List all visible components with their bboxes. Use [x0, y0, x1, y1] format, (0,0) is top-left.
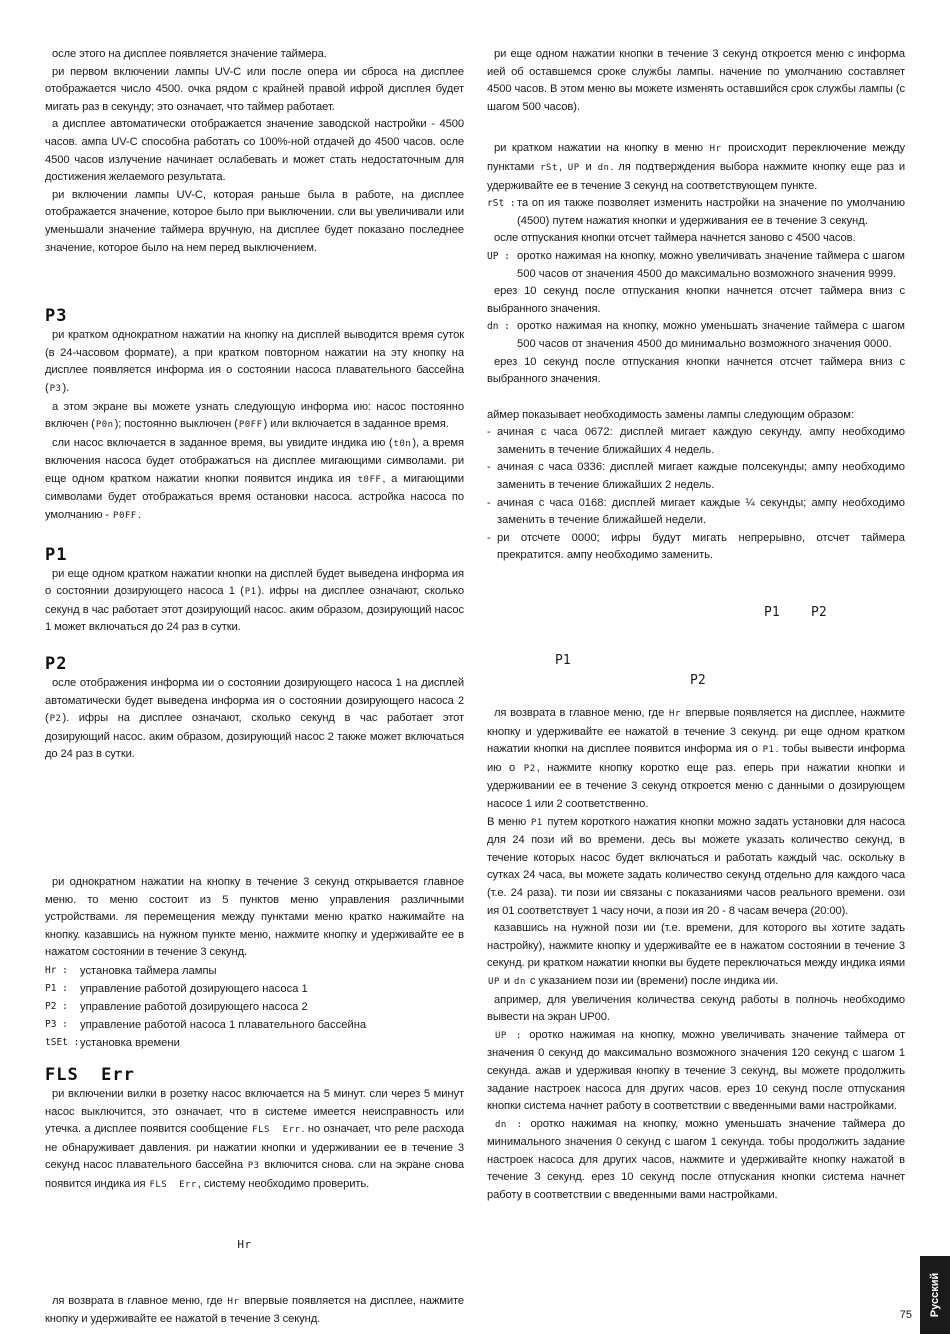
display-code: t0FF — [357, 474, 382, 485]
p3-heading: P3 — [45, 306, 68, 327]
display-code: FLS Err — [149, 1179, 197, 1190]
menu-item-hr: Hr : установка таймера лампы — [45, 964, 217, 977]
p1-subheading: P1 — [555, 653, 571, 669]
p1-p2-heading-p1: P1 — [764, 605, 780, 621]
timer-paragraph-1: осле этого на дисплее появляется значение таймера. — [52, 48, 327, 60]
display-code: UP — [488, 976, 500, 987]
dn-seconds-paragraph: dn : оротко нажимая на кнопку, можно уменьшать значение таймера до минимального значения 0 секунд с шагом 1 секунда. тобы продолжить задание настроек насоса для других часов, нажмите и удерживайте кнопку нажатой в течение 3 секунд. ерез 10 секунд после отпускания кнопки система начнет работу в соответствии с введенными вами настройками. — [487, 1117, 905, 1202]
language-tab-label: Русский — [929, 1272, 942, 1318]
timer-paragraph-3: а дисплее автоматически отображается значение заводской настройки - 4500 часов. ампа UV-C способна работать со 100%-ной отдачей до 4500 часов. осле 4500 часов излучение начинает ослабевать и может стать недостаточным для достижения желаемого результата. — [45, 118, 464, 184]
up-continuation: ерез 10 секунд после отпускания кнопки начнется отсчет таймера вниз с выбранного значения. — [487, 285, 905, 315]
p1-p2-heading-p2: P2 — [811, 605, 827, 621]
replace-item: - ачиная с часа 0168: дисплей мигает каждые ¼ секунды; ампу необходимо заменить в течение ближайшей недели. — [487, 496, 905, 527]
left-column — [45, 46, 464, 1329]
replace-intro: аймер показывает необходимость замены лампы следующим образом: — [487, 408, 854, 421]
hr-menu-paragraph: ри кратком нажатии на кнопку в меню Hr происходит переключение между пунктами rSt, UP и dn. ля подтверждения выбора нажмите кнопку еще раз и удерживайте ее в течение 3 секунд на соответствующем пункте. — [487, 142, 905, 192]
dn-definition: dn : оротко нажимая на кнопку, можно уменьшать значение таймера с шагом 500 часов от значения 4500 до минимально возможного значения 0000. — [487, 320, 905, 350]
position-paragraph: казавшись на нужной пози ии (т.е. времени, для которого вы хотите задать настройку), нажмите кнопку и удерживайте ее в нажатом состоянии в течение 3 секунд. ри кратком нажатии кнопки вы будете переключаться между индика иями UP и dn с указанием пози ии (времени) после индика ии. — [487, 922, 905, 987]
display-code: P3 — [49, 383, 62, 394]
fls-err-heading: FLS Err — [45, 1064, 135, 1085]
display-code: Hr — [669, 709, 681, 720]
p3-paragraph-2: а этом экране вы можете узнать следующую информа ию: насос постоянно включен (P0n); постоянно выключен (P0FF) или включается в заданное время. — [45, 400, 464, 431]
display-code: UP : — [495, 1030, 522, 1041]
return-paragraph-right: ля возврата в главное меню, где Hr впервые появляется на дисплее, нажмите кнопку и удерживайте ее нажатой в течение 3 секунд. ри еще одном кратком нажатии кнопки на дисплее появится информа ия о P1. тобы вывести информа ию о P2, нажмите кнопку коротко еще раз. еперь при нажатии кнопки и удерживании ее в течение 3 секунд откроется меню с данными о дозирующем насосе 1 или 2 соответственно. — [487, 707, 905, 810]
display-code: dn — [597, 162, 610, 173]
p2-heading: P2 — [45, 654, 68, 675]
rst-continuation: осле отпускания кнопки отсчет таймера начнется заново с 4500 часов. — [494, 232, 856, 245]
display-code: Hr — [709, 144, 722, 155]
dosing-headings — [487, 565, 905, 705]
menu-item-p1: P1 : управление работой дозирующего насоса 1 — [45, 982, 308, 995]
right-column — [487, 46, 905, 1205]
timer-paragraph-4: ри включении лампы UV-C, которая раньше была в работе, на дисплее отображается значение, которое было при выключении. сли вы увеличивали или уменьшали значение таймера вручную, на дисплее будет показано последнее значение, которое было на нем перед выключением. — [45, 188, 464, 254]
timer-paragraph-2: ри первом включении лампы UV-C или после опера ии сброса на дисплее отображается число 4500. очка рядом с крайней правой ифрой дисплея будет мигать раз в секунду; это означает, что таймер работает. — [45, 65, 464, 113]
menu-item-list — [45, 962, 464, 1052]
display-code: P0FF — [238, 420, 263, 431]
display-code: dn : — [495, 1119, 523, 1130]
rst-definition: rSt : та оп ия также позволяет изменить настройки на значение по умолчанию (4500) путем нажатия кнопки и удерживания ее в течение 3 секунд. — [487, 197, 905, 227]
replace-item: - ачиная с часа 0672: дисплей мигает каждую секунду. ампу необходимо заменить в течение ближайших 4 недель. — [487, 426, 905, 456]
menu-item-p3: P3 : управление работой насоса 1 плавательного бассейна — [45, 1018, 367, 1031]
display-code: dn — [514, 976, 526, 987]
hr-heading: Hr — [237, 1237, 252, 1251]
language-tab — [920, 1256, 950, 1334]
dn-continuation: ерез 10 секунд после отпускания кнопки начнется отсчет таймера вниз с выбранного значения. — [487, 355, 905, 386]
display-code: P0n — [95, 420, 114, 431]
replace-item: - ри отсчете 0000; ифры будут мигать непрерывно, отсчет таймера прекратится. ампу необходимо заменить. — [487, 531, 905, 562]
menu-item-tset: tSEt : установка времени — [45, 1036, 180, 1049]
p1-paragraph: ри еще одном кратком нажатии кнопки на дисплей будет выведена информа ия о состоянии дозирующего насоса 1 (P1). ифры на дисплее означают, сколько секунд в час работает этот дозирующий насос. аким образом, дозирующий насос 1 может включаться до 24 раз в сутки. — [45, 567, 464, 634]
example-paragraph: апример, для увеличения количества секунд работы в полночь необходимо вывести на экран UP00. — [487, 993, 905, 1024]
display-code: FLS Err — [252, 1125, 301, 1136]
display-code: t0n — [393, 438, 412, 449]
menu-intro-paragraph: ри однократном нажатии на кнопку в течение 3 секунд открывается главное меню. то меню состоит из 5 пунктов меню управления различными устройствами. ля перемещения между пунктами меню кратко нажимайте на кнопку. казавшись на нужном пункте меню, нажмите кнопку и удерживайте ее в нажатом состоянии в течение 3 секунд. — [45, 876, 464, 959]
replace-item: - ачиная с часа 0336: дисплей мигает каждые полсекунды; ампу необходимо заменить в течение ближайших 2 недель. — [487, 461, 905, 492]
display-code: P1 — [762, 745, 775, 756]
page-number: 75 — [899, 1309, 912, 1321]
display-code: P1 — [530, 817, 543, 828]
display-code: P3 — [247, 1161, 260, 1172]
display-code: Hr — [227, 1296, 240, 1307]
display-code: rSt — [540, 162, 558, 173]
menu-item-p2: P2 : управление работой дозирующего насоса 2 — [45, 1000, 308, 1013]
fls-err-paragraph: ри включении вилки в розетку насос включается на 5 минут. сли через 5 минут насос выключится, это означает, что в системе имеется неисправность или утечка. а дисплее появится сообщение FLS Err. но означает, что реле расхода не обнаруживает давления. ри нажатии кнопки и удерживании ее в течение 3 секунд насос плавательного бассейна P3 включится снова. сли на экране снова появится индика ия FLS Err, систему необходимо проверить. — [45, 1087, 465, 1190]
display-code: UP — [567, 162, 580, 173]
lamp-menu-intro: ри еще одном нажатии кнопки в течение 3 секунд откроется меню с информа ией об оставшемся сроке службы лампы. начение по умолчанию составляет 4500 часов. В этом меню вы можете изменять оставшийся срок службы лампы (с шагом 500 часов). — [487, 48, 905, 113]
display-code: P1 — [244, 587, 257, 598]
up-seconds-paragraph: UP : оротко нажимая на кнопку, можно увеличивать значение таймера от значения 0 секунд до максимально возможного значения 120 секунд с шагом 1 секунда. ажав и удерживая кнопку в течение 3 секунд, вы можете продолжить задание настроек насоса для других часов. ерез 10 секунд после отпускания кнопки система начнет работу в соответствии с введенными вами настройками. — [487, 1028, 905, 1113]
p2-paragraph: осле отображения информа ии о состоянии дозирующего насоса 1 на дисплей автоматически будет выведена информа ия о состоянии дозирующего насоса 2 (P2). ифры на дисплее означают, сколько секунд в час работает этот дозирующий насос. аким образом, дозирующий насос 2 также может включаться до 24 раз в сутки. — [45, 677, 464, 761]
display-code: P2 — [49, 714, 62, 725]
return-paragraph-left: ля возврата в главное меню, где Hr впервые появляется на дисплее, нажмите кнопку и удерживайте ее нажатой в течение 3 секунд. — [45, 1294, 464, 1326]
p3-paragraph-3: сли насос включается в заданное время, вы увидите индика ию (t0n), а время включения насоса будет отображаться на дисплее мигающими символами. ри еще одном кратком нажатии кнопки появится индика ия t0FF, а мигающими символами будет отображаться время остановки насоса. астройка насоса по умолчанию - P0FF. — [45, 436, 465, 522]
menu-p1-paragraph: В меню P1 путем короткого нажатия кнопки можно задать установки для насоса для 24 пози ий во времени. десь вы можете указать количество секунд, в течение которых насос будет включаться и работать каждый час. оскольку в сутках 24 часа, вы можете задать количество секунд отдельно для каждого часа (т.е. 24 раза). ти пози ии связаны с показаниями часов реального времени. ози ия 01 соответствует 1 часу ночи, а пози ия 20 - 8 часам вечера (20:00). — [487, 815, 905, 917]
p3-paragraph-1: ри кратком однократном нажатии на кнопку на дисплей выводится время суток (в 24-часовом формате), а при кратком повторном нажатии на эту кнопку на дисплее появляется информа ия о состоянии насоса плавательного бассейна (P3). — [45, 329, 464, 394]
display-code: P2 — [523, 763, 536, 774]
p1-heading: P1 — [45, 544, 68, 565]
p2-subheading: P2 — [690, 673, 706, 689]
up-definition: UP : оротко нажимая на кнопку, можно увеличивать значение таймера с шагом 500 часов от значения 4500 до максимально возможного значения 9999. — [487, 249, 905, 280]
display-code: P0FF — [113, 511, 137, 522]
